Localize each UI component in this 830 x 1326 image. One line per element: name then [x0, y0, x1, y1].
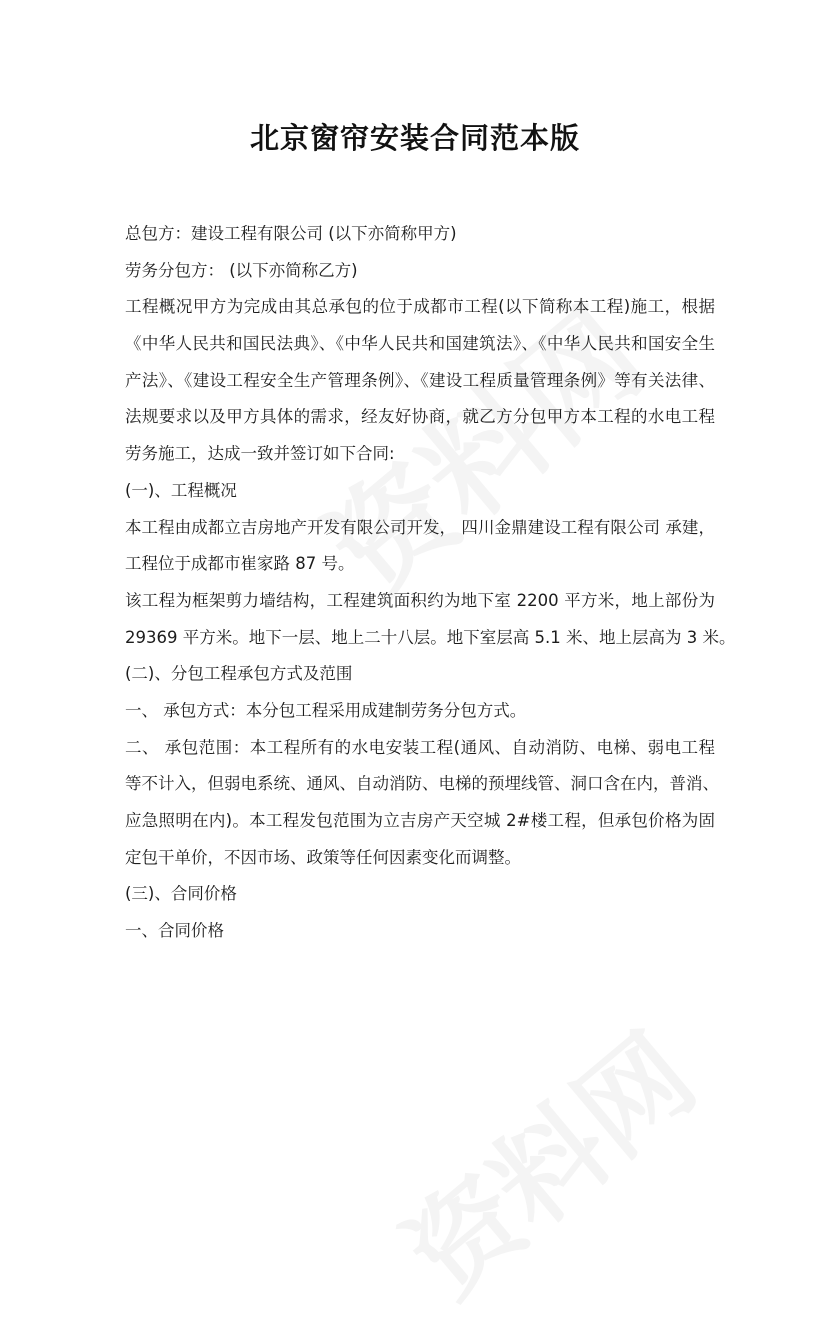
- document-title: 北京窗帘安装合同范本版: [249, 121, 580, 155]
- text-line: 产法》、《建设工程安全生产管理条例》、《建设工程质量管理条例》等有关法律、: [125, 370, 715, 390]
- document-body: [125, 216, 736, 950]
- text-line: 劳务施工，达成一致并签订如下合同:: [125, 444, 395, 464]
- text-line: 法规要求以及甲方具体的需求，经友好协商，就乙方分包甲方本工程的水电工程: [125, 407, 715, 427]
- text-line: 一、 承包方式：本分包工程采用成建制劳务分包方式。: [125, 700, 527, 720]
- text-line: 等不计入，但弱电系统、通风、自动消防、电梯的预埋线管、洞口含在内，普消、: [125, 774, 719, 794]
- text-line: 定包干单价，不因市场、政策等任何因素变化而调整。: [125, 847, 521, 867]
- text-line: 二、 承包范围：本工程所有的水电安装工程(通风、自动消防、电梯、弱电工程: [125, 737, 715, 757]
- section-heading: (一)、工程概况: [125, 480, 237, 500]
- text-line: 工程概况甲方为完成由其总承包的位于成都市工程(以下简称本工程)施工，根据: [125, 297, 715, 317]
- text-line: 工程位于成都市崔家路 87 号。: [125, 554, 355, 574]
- text-line: 一、合同价格: [125, 921, 224, 941]
- text-line: 总包方：建设工程有限公司 (以下亦简称甲方): [125, 224, 457, 243]
- text-line: 该工程为框架剪力墙结构，工程建筑面积约为地下室 2200 平方米，地上部份为: [125, 590, 715, 610]
- section-heading: (三)、合同价格: [125, 884, 237, 904]
- text-line: 劳务分包方： (以下亦简称乙方): [125, 260, 358, 280]
- text-line: 应急照明在内)。本工程发包范围为立吉房产天空城 2#楼工程，但承包价格为固: [125, 811, 715, 830]
- section-heading: (二)、分包工程承包方式及范围: [125, 664, 353, 684]
- watermark: [368, 992, 722, 1325]
- text-line: 《中华人民共和国民法典》、《中华人民共和国建筑法》、《中华人民共和国安全生: [125, 334, 715, 354]
- text-line: 本工程由成都立吉房地产开发有限公司开发， 四川金鼎建设工程有限公司 承建，: [125, 517, 715, 537]
- text-line: 29369 平方米。地下一层、地上二十八层。地下室层高 5.1 米、地上层高为 3 米。: [125, 627, 736, 647]
